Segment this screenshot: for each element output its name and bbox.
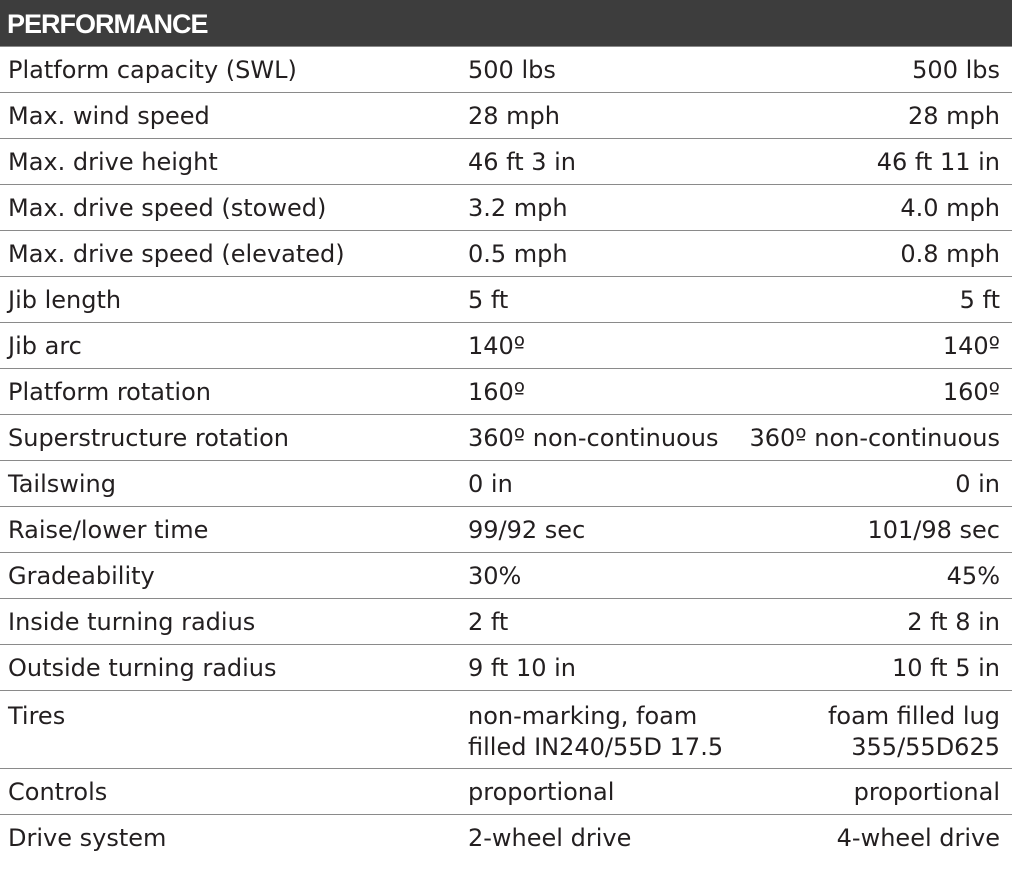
spec-row-inside-turning-radius [0,599,1012,645]
spec-value-model-b: 0 in [955,470,1000,498]
spec-row-raise-lower-time [0,507,1012,553]
spec-value-model-a: 140º [468,332,526,360]
spec-value-model-b: 500 lbs [912,56,1000,84]
spec-row-platform-rotation [0,369,1012,415]
spec-value-model-b: 4-wheel drive [836,824,1000,852]
spec-label: Max. drive speed (elevated) [8,240,345,268]
spec-row-max-drive-speed-elevated [0,231,1012,277]
spec-label: Inside turning radius [8,608,256,636]
spec-label: Drive system [8,824,167,852]
spec-value-model-b: 4.0 mph [900,194,1000,222]
spec-label: Platform rotation [8,378,211,406]
spec-value-model-b: 5 ft [959,286,1000,314]
spec-label: Jib length [8,286,122,314]
spec-row-jib-length [0,277,1012,323]
spec-label: Platform capacity (SWL) [8,56,297,84]
spec-value-model-a: proportional [468,778,615,806]
spec-rows [0,46,1012,861]
spec-label: Max. drive height [8,148,218,176]
spec-label: Tailswing [8,470,116,498]
spec-value-model-a: 360º non-continuous [468,424,719,452]
spec-value-model-b: 101/98 sec [867,516,1000,544]
spec-value-model-b: foam filled lug 355/55D625 [827,702,1000,761]
spec-label: Controls [8,778,108,806]
spec-value-model-b: 140º [942,332,1000,360]
spec-label: Jib arc [8,332,82,360]
spec-value-model-b: 10 ft 5 in [891,654,1000,682]
spec-row-superstructure-rotation [0,415,1012,461]
spec-value-model-a: 99/92 sec [468,516,586,544]
spec-value-model-a: 3.2 mph [468,194,568,222]
spec-value-model-a: 5 ft [468,286,509,314]
spec-value-model-a: 160º [468,378,526,406]
spec-value-model-b: 28 mph [908,102,1000,130]
spec-value-model-b: 360º non-continuous [749,424,1000,452]
spec-value-model-b: proportional [853,778,1000,806]
spec-row-drive-system [0,815,1012,861]
spec-value-model-a: 28 mph [468,102,560,130]
spec-value-model-b: 160º [942,378,1000,406]
spec-value-model-b: 2 ft 8 in [907,608,1000,636]
spec-label: Raise/lower time [8,516,209,544]
spec-value-model-b: 0.8 mph [900,240,1000,268]
spec-label: Max. wind speed [8,102,210,130]
section-header: PERFORMANCE [0,0,1012,46]
spec-value-model-a: 46 ft 3 in [468,148,577,176]
spec-row-tires [0,691,1012,769]
spec-row-tailswing [0,461,1012,507]
spec-row-platform-capacity [0,47,1012,93]
spec-value-model-a: 2 ft [468,608,509,636]
spec-label: Tires [8,702,66,730]
spec-row-outside-turning-radius [0,645,1012,691]
spec-row-controls [0,769,1012,815]
spec-label: Max. drive speed (stowed) [8,194,327,222]
spec-value-model-a: 30% [468,562,522,590]
spec-row-max-drive-height [0,139,1012,185]
spec-value-model-a: 0 in [468,470,513,498]
spec-value-model-a: non-marking, foam filled IN240/55D 17.5 [468,702,724,761]
spec-row-max-drive-speed-stowed [0,185,1012,231]
spec-label: Outside turning radius [8,654,277,682]
spec-row-max-wind-speed [0,93,1012,139]
spec-row-jib-arc [0,323,1012,369]
spec-value-model-b: 46 ft 11 in [876,148,1000,176]
spec-row-gradeability [0,553,1012,599]
spec-label: Superstructure rotation [8,424,289,452]
spec-value-model-a: 0.5 mph [468,240,568,268]
spec-value-model-a: 9 ft 10 in [468,654,577,682]
spec-value-model-b: 45% [946,562,1000,590]
spec-value-model-a: 500 lbs [468,56,556,84]
spec-label: Gradeability [8,562,155,590]
spec-value-model-a: 2-wheel drive [468,824,632,852]
